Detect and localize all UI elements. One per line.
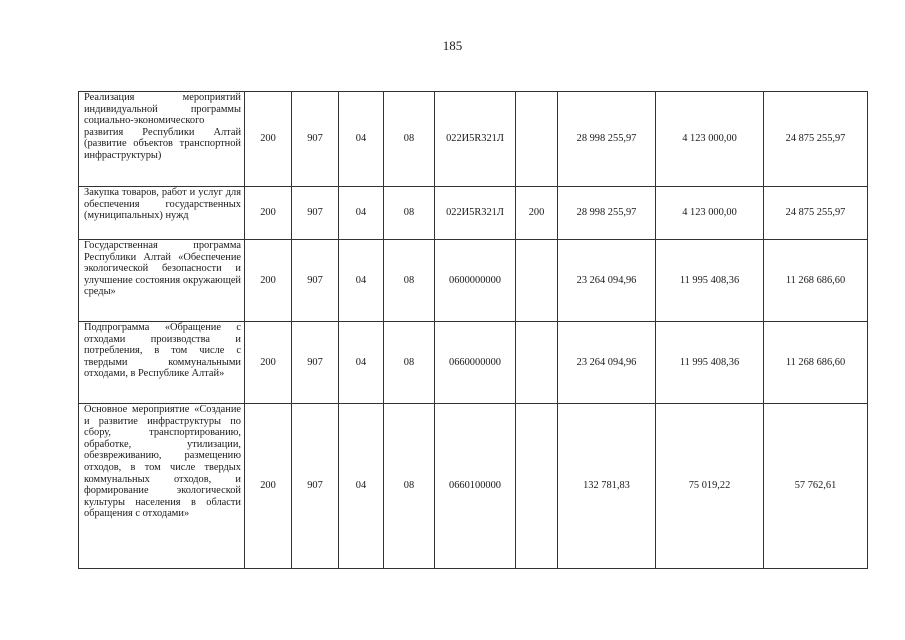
table-row [79,187,868,240]
row-target-code: 0600000000 [435,240,516,322]
row-code-1: 200 [245,404,292,569]
page-number: 185 [442,38,463,53]
row-code-3: 04 [339,240,384,322]
row-name: Реализация мероприятий индивидуальной программы социально-экономического развития Республики Алтай (развитие объектов транспортной инфраструктуры) [79,92,245,187]
row-amount-3: 24 875 255,97 [764,92,868,187]
row-amount-3: 24 875 255,97 [764,187,868,240]
row-amount-2: 11 995 408,36 [656,240,764,322]
row-code-4: 08 [384,404,435,569]
row-code-1: 200 [245,240,292,322]
row-name: Основное мероприятие «Создание и развитие инфраструктуры по сбору, транспортированию, обработке, утилизации, обезвреживанию, размещению отходов, в том числе твердых коммунальных отходов, и формирование экологической культуры населения в области обращения с отходами» [79,404,245,569]
row-code-3: 04 [339,322,384,404]
row-amount-2: 11 995 408,36 [656,322,764,404]
row-target-code: 022И5R321Л [435,187,516,240]
row-expense-type [516,322,558,404]
row-code-2: 907 [292,92,339,187]
row-code-2: 907 [292,187,339,240]
row-name: Закупка товаров, работ и услуг для обеспечения государственных (муниципальных) нужд [79,187,245,240]
row-code-1: 200 [245,92,292,187]
row-target-code: 0660000000 [435,322,516,404]
row-expense-type [516,92,558,187]
table-row [79,240,868,322]
row-code-1: 200 [245,322,292,404]
row-code-3: 04 [339,187,384,240]
row-code-2: 907 [292,404,339,569]
row-code-2: 907 [292,322,339,404]
row-amount-total: 23 264 094,96 [558,322,656,404]
row-code-4: 08 [384,322,435,404]
row-code-2: 907 [292,240,339,322]
row-amount-total: 23 264 094,96 [558,240,656,322]
row-target-code: 022И5R321Л [435,92,516,187]
table-row [79,92,868,187]
row-amount-total: 28 998 255,97 [558,187,656,240]
row-code-4: 08 [384,92,435,187]
row-expense-type [516,404,558,569]
row-amount-total: 132 781,83 [558,404,656,569]
row-amount-3: 11 268 686,60 [764,240,868,322]
row-code-1: 200 [245,187,292,240]
row-code-3: 04 [339,404,384,569]
row-amount-2: 75 019,22 [656,404,764,569]
row-code-4: 08 [384,240,435,322]
budget-table [78,91,868,569]
row-code-4: 08 [384,187,435,240]
row-target-code: 0660100000 [435,404,516,569]
row-name: Подпрограмма «Обращение с отходами производства и потребления, в том числе с твердыми коммунальными отходами, в Республике Алтай» [79,322,245,404]
row-amount-2: 4 123 000,00 [656,92,764,187]
row-expense-type: 200 [516,187,558,240]
row-amount-3: 57 762,61 [764,404,868,569]
row-name: Государственная программа Республики Алтай «Обеспечение экологической безопасности и улучшение состояния окружающей среды» [79,240,245,322]
row-expense-type [516,240,558,322]
table-row [79,404,868,569]
row-amount-3: 11 268 686,60 [764,322,868,404]
row-code-3: 04 [339,92,384,187]
row-amount-2: 4 123 000,00 [656,187,764,240]
row-amount-total: 28 998 255,97 [558,92,656,187]
table-row [79,322,868,404]
